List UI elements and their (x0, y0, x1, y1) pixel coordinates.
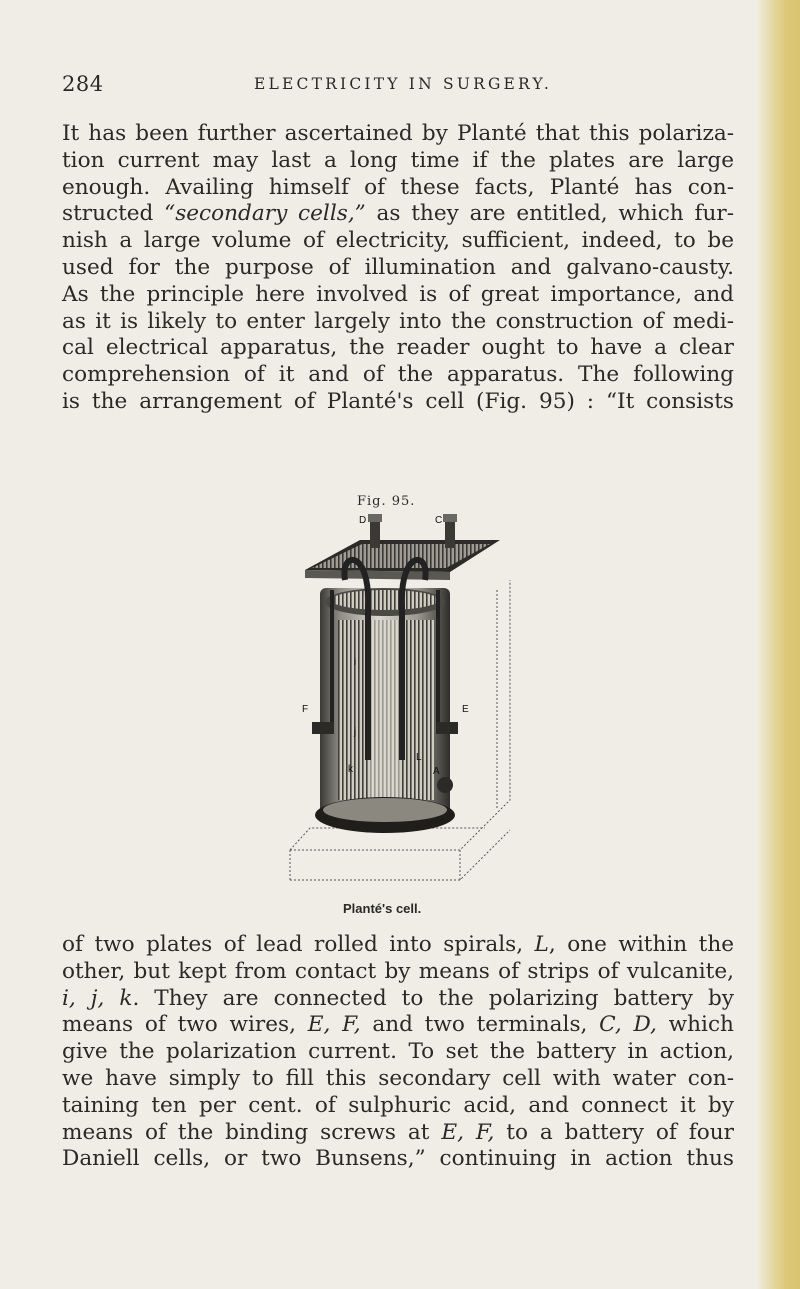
text-fragment: as they are entitled, which fur- (365, 201, 734, 227)
text-line (62, 986, 734, 1013)
letter-D: D (359, 515, 367, 526)
text-line: we have simply to fill this secondary cell with water con- (62, 1065, 734, 1091)
text-line: is the arrangement of Planté's cell (Fig. 95) : “It consists (62, 388, 734, 414)
letter-j: j (354, 727, 357, 738)
italic-letter: L (534, 932, 549, 957)
italic-letter: E, F, (307, 1012, 361, 1038)
cell-jar (312, 560, 458, 833)
text-line (62, 201, 734, 228)
italic-letter: C, D, (599, 1012, 657, 1038)
text-line: as it is likely to enter largely into the construction of medi- (62, 308, 734, 334)
letter-A: A (433, 766, 440, 777)
text-line: used for the purpose of illumination and galvano-causty. (62, 254, 734, 280)
letter-E: E (462, 704, 469, 715)
text-fragment: structed (62, 201, 154, 227)
text-fragment: means of two wires, (62, 1012, 296, 1038)
text-line: other, but kept from contact by means of strips of vulcanite, (62, 958, 734, 984)
text-line: Daniell cells, or two Bunsens,” continuing in action thus (62, 1146, 734, 1172)
letter-L: L (416, 752, 422, 763)
page-edge-shading (756, 0, 800, 1289)
text-line: enough. Availing himself of these facts, Planté has con- (62, 174, 734, 200)
text-line: It has been further ascertained by Planté that this polariza- (62, 121, 734, 146)
text-line (62, 1012, 734, 1039)
text-fragment: means of the binding screws at (62, 1119, 430, 1145)
text-fragment: to a battery of four (494, 1119, 734, 1145)
text-fragment: of two plates of lead rolled into spirals, (62, 932, 524, 957)
letter-i: i (354, 657, 357, 668)
italic-letter: E, F, (441, 1119, 495, 1145)
plante-cell-illustration (250, 510, 550, 890)
text-line: comprehension of it and of the apparatus. The following (62, 362, 734, 388)
text-line: As the principle here involved is of great importance, and (62, 281, 734, 307)
text-line: cal electrical apparatus, the reader ought to have a clear (62, 335, 734, 361)
italic-term: “secondary cells,” (164, 201, 366, 227)
letter-C: C (435, 515, 443, 526)
text-line (62, 1120, 734, 1147)
paragraph-1 (62, 121, 734, 416)
text-line: give the polarization current. To set the battery in action, (62, 1039, 734, 1065)
text-fragment: . They are connected to the polarizing battery by (132, 985, 734, 1011)
running-head: ELECTRICITY IN SURGERY. (254, 75, 553, 93)
text-line: taining ten per cent. of sulphuric acid, and connect it by (62, 1092, 734, 1118)
letter-F: F (302, 704, 309, 715)
text-fragment: which (656, 1012, 734, 1038)
text-line: nish a large volume of electricity, sufficient, indeed, to be (62, 228, 734, 254)
text-line (62, 932, 734, 959)
page-header (62, 72, 722, 102)
paragraph-2 (62, 932, 734, 1173)
italic-letter: i, j, k (62, 985, 133, 1011)
page-number: 284 (62, 72, 104, 96)
text-fragment: , one within the (548, 932, 735, 957)
figure-label: Fig. 95. (357, 494, 416, 509)
text-line: tion current may last a long time if the plates are large (62, 147, 734, 173)
figure-caption: Planté's cell. (343, 901, 422, 916)
letter-k: k (348, 764, 353, 775)
text-fragment: and two terminals, (360, 1012, 588, 1038)
